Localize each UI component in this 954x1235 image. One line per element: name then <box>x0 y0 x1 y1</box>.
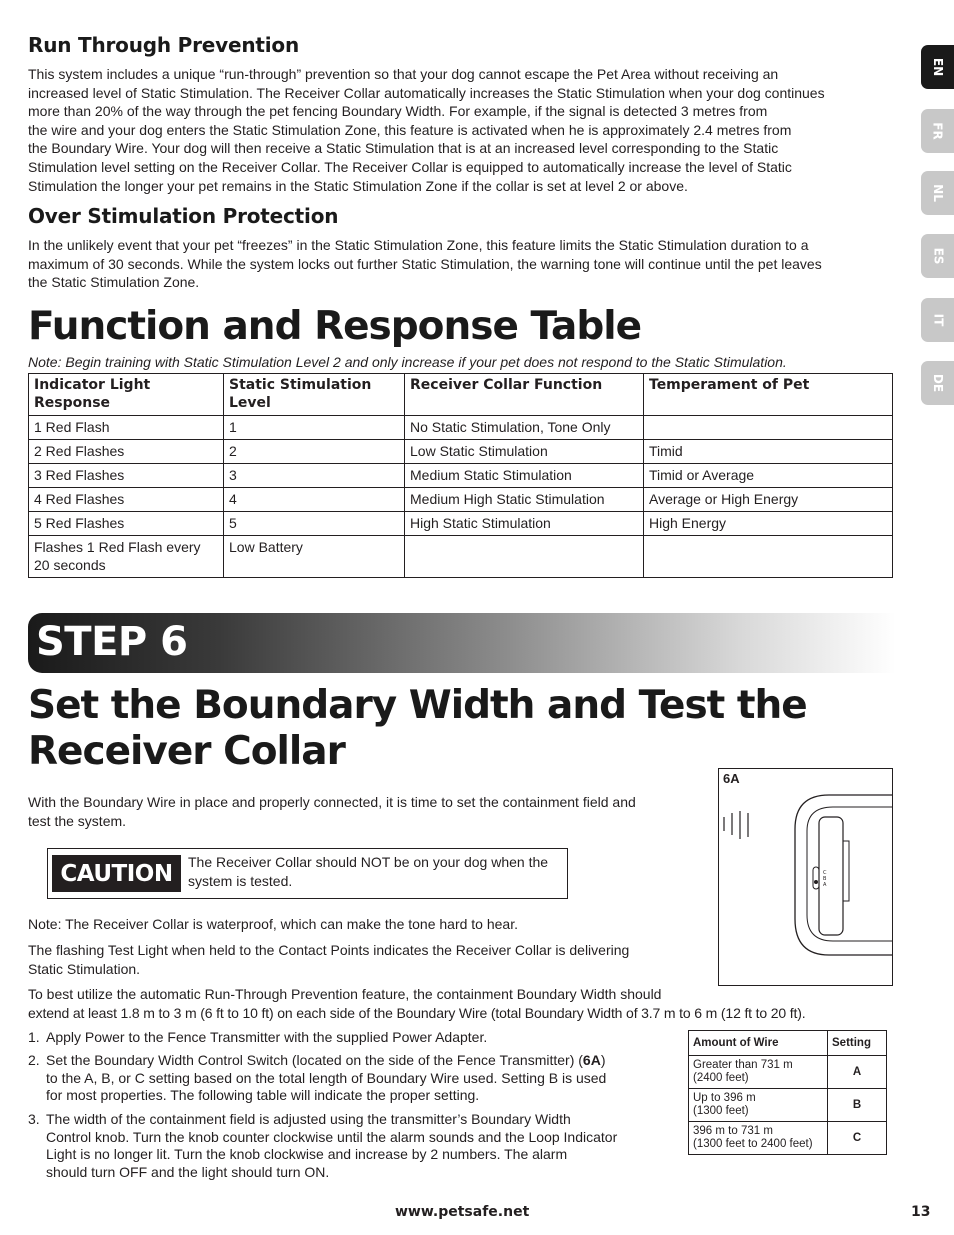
table-cell: C <box>828 1122 887 1155</box>
table-cell: No Static Stimulation, Tone Only <box>405 416 644 440</box>
transmitter-illustration <box>719 769 892 985</box>
tab-label: IT <box>931 313 945 327</box>
list-text: should turn OFF and the light should turn ON. <box>46 1163 330 1180</box>
text-line: To best utilize the automatic Run-Through Prevention feature, the containment Boundary Width should <box>28 986 662 1002</box>
tab-nl[interactable] <box>921 171 954 215</box>
text-line: more than 20% of the way through the pet fencing Boundary Width. For example, if the signal is detected 3 metres from <box>28 103 768 120</box>
tab-label: DE <box>930 373 945 393</box>
text-line: increased level of Static Stimulation. The Receiver Collar automatically increases the Static Stimulation when your dog continues <box>28 84 825 101</box>
table-header: Receiver Collar Function <box>405 374 644 416</box>
table-cell: High Energy <box>644 512 893 536</box>
run-through-heading: Run Through Prevention <box>28 33 300 57</box>
text-line: maximum of 30 seconds. While the system locks out further Static Stimulation, the warning tone will continue until the pet leaves <box>28 255 822 272</box>
tab-it[interactable] <box>921 298 954 342</box>
table-cell: 2 <box>224 440 405 464</box>
table-cell <box>644 416 893 440</box>
cell-line: Greater than 731 m <box>693 1059 793 1071</box>
text-line: Stimulation the longer your pet remains in the Static Stimulation Zone if the collar is set at level 2 or above. <box>28 177 688 194</box>
step-intro <box>28 793 718 830</box>
wire-setting-table <box>688 1030 887 1155</box>
table-row <box>29 536 893 578</box>
text-line: With the Boundary Wire in place and properly connected, it is time to set the containment field and <box>28 794 636 810</box>
text-line: The flashing Test Light when held to the Contact Points indicates the Receiver Collar is delivering <box>28 942 630 958</box>
table-cell: 1 <box>224 416 405 440</box>
over-stim-paragraph <box>28 236 908 292</box>
table-cell: 3 Red Flashes <box>29 464 224 488</box>
text-line: the wire and your dog enters the Static Stimulation Zone, this feature is activated when he is approximately 2.4 metres from <box>28 121 792 138</box>
table-header: Setting <box>828 1031 887 1056</box>
table-cell <box>689 1056 828 1089</box>
page-number: 13 <box>911 1204 931 1220</box>
text-line: the Static Stimulation Zone. <box>28 274 200 291</box>
cell-line: (1300 feet) <box>693 1105 749 1117</box>
text-line: Stimulation level setting on the Receiver Collar. The Receiver Collar is equipped to automatically increase the level of Static <box>28 158 792 175</box>
list-number: 3. <box>28 1111 40 1127</box>
list-text: Apply Power to the Fence Transmitter with the supplied Power Adapter. <box>46 1029 488 1045</box>
step-title-line: Set the Boundary Width and Test the <box>28 683 807 728</box>
list-item <box>28 1111 678 1183</box>
table-header: Temperament of Pet <box>644 374 893 416</box>
list-text-part: ) <box>600 1052 606 1068</box>
tab-fr[interactable] <box>921 109 954 153</box>
list-text: to the A, B, or C setting based on the total length of Boundary Wire used. Setting B is used <box>46 1069 607 1086</box>
table-row <box>29 464 893 488</box>
text-line: In the unlikely event that your pet “freezes” in the Static Stimulation Zone, this feature limits the Static Stimulation duration to a <box>28 237 809 253</box>
text-line: Static Stimulation. <box>28 960 141 977</box>
run-through-paragraph <box>28 65 908 195</box>
table-row <box>29 440 893 464</box>
tab-label: NL <box>930 184 945 202</box>
table-cell <box>405 536 644 578</box>
caution-text: The Receiver Collar should NOT be on your dog when the system is tested. <box>188 854 549 889</box>
list-text-part: Set the Boundary Width Control Switch (located on the side of the Fence Transmitter) ( <box>46 1052 583 1068</box>
caution-badge: CAUTION <box>52 855 181 892</box>
table-row <box>689 1089 887 1122</box>
over-stim-heading: Over Stimulation Protection <box>28 204 339 228</box>
text-line: the Boundary Wire. Your dog will then receive a Static Stimulation that is at an increased level corresponding to the Static <box>28 140 779 157</box>
table-cell: 4 <box>224 488 405 512</box>
table-cell: Medium Static Stimulation <box>405 464 644 488</box>
cell-line: Up to 396 m <box>693 1092 756 1104</box>
function-table-title: Function and Response Table <box>28 304 642 349</box>
text-line: This system includes a unique “run-through” prevention so that your dog cannot escape the Pet Area without receiving an <box>28 66 779 82</box>
table-cell: Timid or Average <box>644 464 893 488</box>
table-header-row <box>29 374 893 416</box>
table-row <box>29 488 893 512</box>
table-cell: 5 Red Flashes <box>29 512 224 536</box>
list-item <box>28 1052 678 1108</box>
figure-6a <box>718 768 893 986</box>
table-cell: 3 <box>224 464 405 488</box>
step-banner <box>28 613 896 673</box>
table-cell: Average or High Energy <box>644 488 893 512</box>
table-cell: 4 Red Flashes <box>29 488 224 512</box>
switch-letter-a: A <box>823 882 827 888</box>
list-text: Light is no longer lit. Turn the knob clockwise and increase by 2 numbers. The alarm <box>46 1146 568 1162</box>
figure-reference: 6A <box>582 1052 601 1068</box>
table-cell: Flashes 1 Red Flash every 20 seconds <box>29 536 224 578</box>
step-banner-label: STEP 6 <box>36 619 188 665</box>
table-cell: High Static Stimulation <box>405 512 644 536</box>
switch-letter-b: B <box>823 876 827 882</box>
table-row <box>689 1122 887 1155</box>
table-header: Indicator Light Response <box>29 374 224 416</box>
list-number: 1. <box>28 1029 40 1045</box>
table-header-row <box>689 1031 887 1056</box>
table-cell: 5 <box>224 512 405 536</box>
tab-en[interactable] <box>921 45 954 89</box>
function-response-table <box>28 373 893 578</box>
caution-box <box>47 848 568 899</box>
list-text <box>46 1052 606 1070</box>
table-cell: Medium High Static Stimulation <box>405 488 644 512</box>
table-cell: Low Static Stimulation <box>405 440 644 464</box>
function-table-note: Note: Begin training with Static Stimulation Level 2 and only increase if your pet does not respond to the Static Stimulation. <box>28 354 787 370</box>
table-cell: A <box>828 1056 887 1089</box>
table-cell: B <box>828 1089 887 1122</box>
tab-es[interactable] <box>921 234 954 278</box>
cell-line: (2400 feet) <box>693 1072 749 1084</box>
table-cell <box>689 1089 828 1122</box>
list-number: 2. <box>28 1052 40 1068</box>
list-text: The width of the containment field is adjusted using the transmitter’s Boundary Width <box>46 1111 571 1127</box>
list-text: for most properties. The following table will indicate the proper setting. <box>46 1087 480 1103</box>
table-row <box>29 512 893 536</box>
table-cell <box>644 536 893 578</box>
step-title-line: Receiver Collar <box>28 729 345 774</box>
table-row <box>689 1056 887 1089</box>
waterproof-note: Note: The Receiver Collar is waterproof, which can make the tone hard to hear. <box>28 916 518 932</box>
test-light-paragraph <box>28 941 718 978</box>
table-cell: 2 Red Flashes <box>29 440 224 464</box>
table-header: Amount of Wire <box>689 1031 828 1056</box>
text-line: test the system. <box>28 812 127 829</box>
table-header: Static Stimulation Level <box>224 374 405 416</box>
step-title <box>28 683 807 775</box>
tab-label: ES <box>931 247 945 265</box>
list-text: Control knob. Turn the knob counter clockwise until the alarm sounds and the Loop Indicator <box>46 1128 618 1145</box>
tab-label: FR <box>931 122 945 140</box>
tab-label: EN <box>931 57 945 77</box>
cell-line: (1300 feet to 2400 feet) <box>693 1138 813 1150</box>
tab-de[interactable] <box>921 361 954 405</box>
figure-label: 6A <box>723 771 740 786</box>
table-cell: Low Battery <box>224 536 405 578</box>
text-line: extend at least 1.8 m to 3 m (6 ft to 10 ft) on each side of the Boundary Wire (total Boundary Width of 3.7 m to 6 m (12 ft to 20 ft). <box>28 1004 806 1021</box>
switch-letter-c: C <box>823 870 827 876</box>
table-cell <box>689 1122 828 1155</box>
table-cell: 1 Red Flash <box>29 416 224 440</box>
cell-line: 396 m to 731 m <box>693 1125 773 1137</box>
table-cell: Timid <box>644 440 893 464</box>
table-row <box>29 416 893 440</box>
footer-url-link[interactable]: www.petsafe.net <box>395 1204 530 1220</box>
boundary-width-paragraph <box>28 985 908 1022</box>
